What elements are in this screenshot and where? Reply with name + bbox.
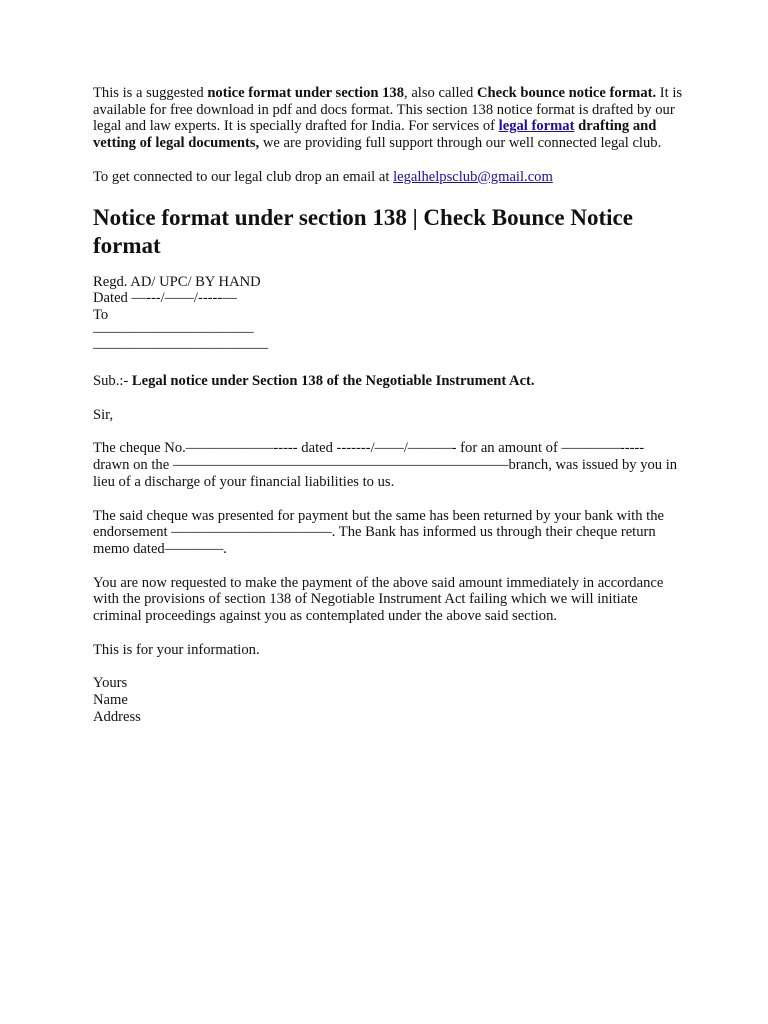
delivery-mode-line: Regd. AD/ UPC/ BY HAND bbox=[93, 273, 261, 290]
closing-address: Address bbox=[93, 708, 141, 725]
contact-paragraph bbox=[93, 169, 683, 186]
intro-text: It is available for free download in pdf and docs format. This section 138 notice format is drafted by our legal and law experts. It is specially drafted for India. For services of bbox=[93, 85, 683, 135]
to-line: To bbox=[93, 306, 109, 323]
legal-format-link[interactable]: legal format bbox=[498, 118, 575, 135]
closing-name: Name bbox=[93, 692, 128, 709]
body-paragraph-cheque: The cheque No.——————----- dated -------/——/———- for an amount of ————----- drawn on the ———————————————————————branch, was issued by you in lieu of a discharge of your financial liabilities to us. bbox=[93, 440, 678, 490]
body-paragraph-request: You are now requested to make the payment of the above said amount immediately in accordance with the provisions of section 138 of Negotiable Instrument Act failing which we will initiate criminal proceedings against you as contemplated under the above said section. bbox=[93, 574, 664, 625]
notice-header bbox=[93, 274, 683, 358]
contact-text: To get connected to our legal club drop an email at bbox=[93, 168, 394, 185]
closing-yours: Yours bbox=[93, 675, 128, 692]
email-link[interactable]: legalhelpsclub@gmail.com bbox=[393, 168, 553, 185]
intro-paragraph bbox=[93, 85, 683, 152]
closing-block bbox=[93, 675, 683, 725]
intro-bold-check-bounce: Check bounce notice format. bbox=[476, 85, 657, 101]
subject-text: Legal notice under Section 138 of the Negotiable Instrument Act. bbox=[131, 373, 535, 390]
recipient-blank-2: ———————————— bbox=[93, 340, 269, 357]
intro-text: , also called bbox=[404, 85, 477, 101]
intro-text: This is a suggested bbox=[93, 85, 208, 101]
intro-bold-notice-format: notice format under section 138 bbox=[207, 85, 405, 101]
salutation: Sir, bbox=[93, 406, 114, 423]
dated-line: Dated —---/——/-----— bbox=[93, 290, 237, 307]
body-paragraph-info: This is for your information. bbox=[93, 641, 260, 658]
body-paragraph-returned: The said cheque was presented for payment but the same has been returned by your bank with the endorsement ———————————. The Bank has informed us through their cheque return memo dated————. bbox=[93, 507, 664, 557]
intro-bold-drafting: drafting and vetting of legal documents, bbox=[93, 118, 657, 152]
intro-text: we are providing full support through our well connected legal club. bbox=[259, 135, 662, 152]
subject-line bbox=[93, 373, 683, 390]
document-content bbox=[93, 85, 683, 726]
page-title: Notice format under section 138 | Check Bounce Notice format bbox=[93, 204, 633, 258]
recipient-blank-1: ——————————— bbox=[93, 323, 254, 340]
subject-prefix: Sub.:- bbox=[93, 373, 132, 390]
